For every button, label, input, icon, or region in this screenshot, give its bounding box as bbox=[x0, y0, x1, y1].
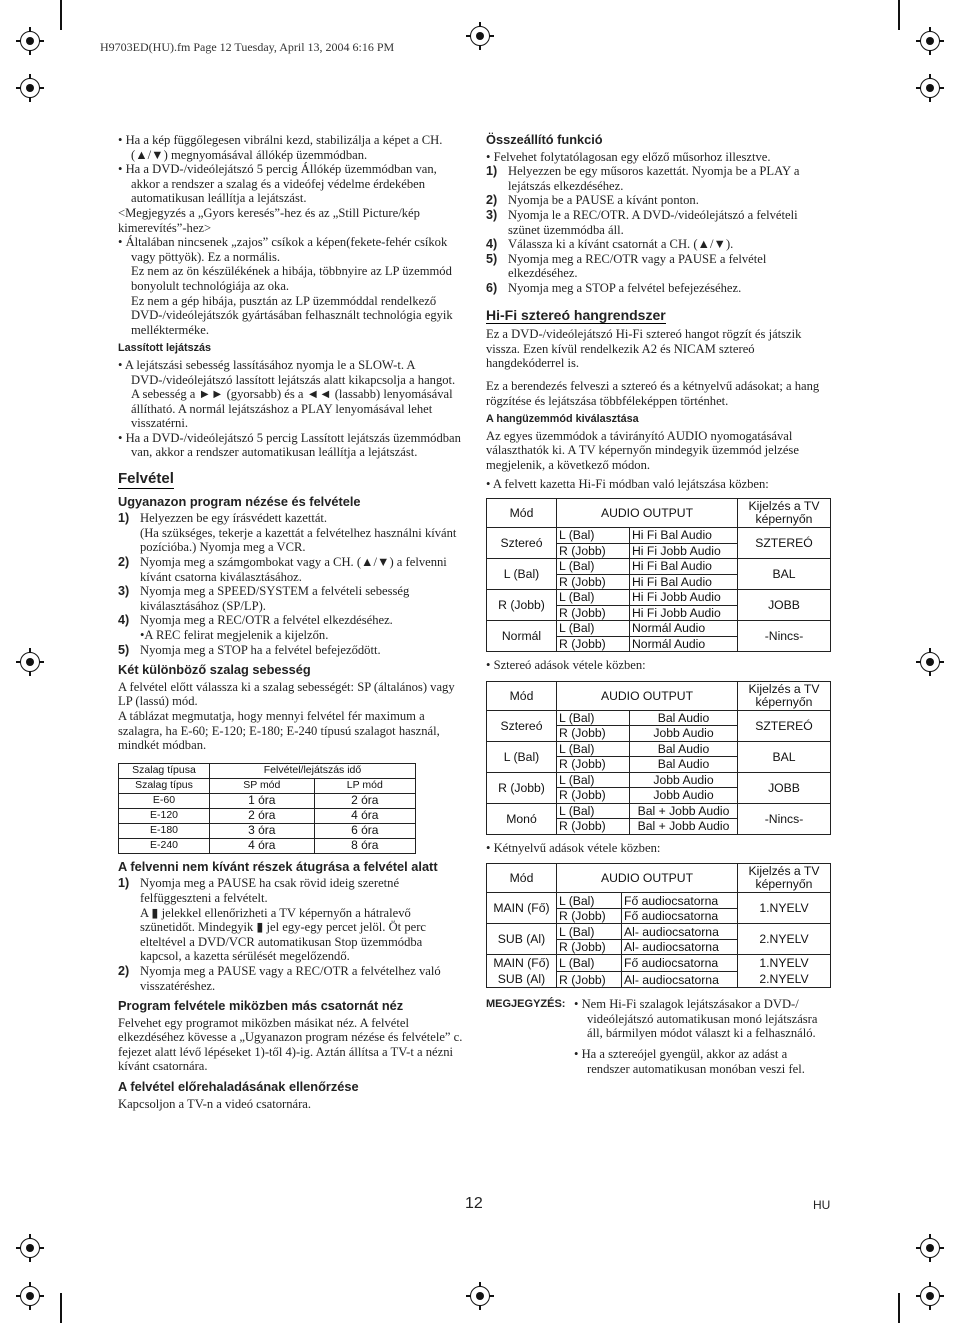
check-heading: A felvétel előrehaladásának ellenőrzése bbox=[118, 1079, 359, 1095]
skip-step-1: 1) Nyomja meg a PAUSE ha csak rövid ideig szeretné felfüggeszteni a felvételt. bbox=[118, 876, 400, 905]
hifi-text-2: Ez a berendezés felveszi a sztereó és a kétnyelvű adásokat; a hang rögzítése és lejátszása többféleképpen történhet. bbox=[486, 378, 820, 408]
other-channel-text: Felvehet egy programot miközben másikat néz. A felvétel elkezdéséhez kövesse a „Ugyanazon program nézése és felvétele” c. fejezet alatt lévő lépéseket 1)-től 4)-ig. Aztán állítsa a TV-t a nézni kívánt csatornára. bbox=[118, 1015, 463, 1074]
rec-step-5: 5) Nyomja meg a STOP ha a felvétel befejeződött. bbox=[118, 642, 381, 657]
note-block bbox=[486, 997, 831, 1076]
hifi-playback-table: Mód AUDIO OUTPUT Kijelzés a TV képernyőn Sztereó L (Bal) Hi Fi Bal Audio SZTEREÓ R (Jobb) Hi Fi Jobb Audio L (Bal) L (Bal) Hi Fi Bal Audio BAL R (Jobb) Hi Fi Bal Audio R (Jobb) L (Bal) Hi Fi Jobb Audio JOBB R (Jobb) Hi Fi Jobb Audio Normál L (Bal) Normál Audio -Nincs- R (Jobb) Normál Audio bbox=[486, 498, 831, 652]
table-row: Monó L (Bal) Bal + Jobb Audio -Nincs- bbox=[487, 803, 831, 819]
table3-caption: • Kétnyelvű adások vétele közben: bbox=[486, 840, 661, 855]
registration-mark-icon bbox=[916, 27, 944, 55]
crop-mark bbox=[60, 0, 62, 30]
table-header: Felvétel/lejátszás idő bbox=[210, 763, 416, 778]
bilingual-broadcast-table: Mód AUDIO OUTPUT Kijelzés a TV képernyőn MAIN (Fő) L (Bal) Fő audiocsatorna 1.NYELV R (Jobb) Fő audiocsatorna SUB (Al) L (Bal) Al- audiocsatorna 2.NYELV R (Jobb) Al- audiocsatorna MAIN (Fő) SUB (Al) L (Bal) Fő audiocsatorna 1.NYELV 2.NYELV R (Jobb) Al- audiocsatorna bbox=[486, 863, 831, 988]
assemble-step-3: 3) Nyomja le a REC/OTR. A DVD-/videólejátszó a felvételi szünet üzemmódba áll. bbox=[486, 207, 798, 237]
rec-step-2: 2) Nyomja meg a számgombokat vagy a CH. (▲/▼) a felvenni kívánt csatorna kiválasztásához. bbox=[118, 555, 447, 584]
table-row: MAIN (Fő) L (Bal) Fő audiocsatorna 1.NYELV bbox=[487, 893, 831, 909]
recording-heading: Felvétel bbox=[118, 470, 174, 488]
rec-step-4-note: •A REC felirat megjelenik a kijelzőn. bbox=[140, 628, 329, 642]
right-column bbox=[486, 133, 831, 1076]
watch-record-heading: Ugyanazon program nézése és felvétele bbox=[118, 493, 361, 509]
table-row: SUB (Al) L (Bal) Al- audiocsatorna 2.NYELV bbox=[487, 924, 831, 940]
registration-mark-icon bbox=[466, 22, 494, 50]
assemble-step-1: 1) Helyezzen be egy műsoros kazettát. Nyomja be a PLAY a lejátszás elkezdéséhez. bbox=[486, 164, 800, 193]
table2-caption: • Sztereó adások vétele közben: bbox=[486, 658, 646, 673]
language-code: HU bbox=[813, 1198, 831, 1212]
sound-mode-heading: A hangüzemmód kiválasztása bbox=[486, 413, 639, 426]
note-search: <Megjegyzés a „Gyors keresés”-hez és az „Still Picture/kép kimerevítés”-hez> bbox=[118, 205, 420, 235]
slow-heading: Lassított lejátszás bbox=[118, 342, 212, 355]
tape-speed-heading: Két különböző szalag sebesség bbox=[118, 662, 311, 678]
check-text: Kapcsoljon a TV-n a videó csatornára. bbox=[118, 1096, 312, 1111]
registration-mark-icon bbox=[16, 648, 44, 676]
table-row: R (Jobb) L (Bal) Hi Fi Jobb Audio JOBB bbox=[487, 590, 831, 606]
note-item-1: • Nem Hi-Fi szalagok lejátszásakor a DVD-/ videólejátszó automatikusan monó lejátszásra áll, bármilyen módot választ ki a felhasználó. bbox=[574, 997, 818, 1041]
crop-mark bbox=[898, 0, 900, 30]
registration-mark-icon bbox=[466, 1282, 494, 1310]
table-row: R (Jobb) L (Bal) Jobb Audio JOBB bbox=[487, 772, 831, 788]
table-row: E-180 3 óra 6 óra bbox=[119, 823, 416, 838]
registration-mark-icon bbox=[916, 648, 944, 676]
bullet-slow: • A lejátszási sebesség lassításához nyomja le a SLOW-t. A DVD-/videólejátszó lassított lejátszás alatt kikapcsolja a hangot. A sebesség a ►► (gyorsabb) és a ◄◄ (lassabb) lenyomásával állítható. A normál lejátszáshoz a PLAY lenyomásával lehet visszatérni. bbox=[118, 357, 456, 431]
rec-step-3: 3) Nyomja meg a SPEED/SYSTEM a felvételi sebesség kiválasztásához (SP/LP). bbox=[118, 584, 410, 613]
note-lp-1: Ez nem az ön készülékének a hibája, többnyire az LP üzemmód bonyolult technológiája az oka. bbox=[131, 264, 452, 293]
table-row: E-240 4 óra 8 óra bbox=[119, 838, 416, 853]
bullet-still-stop: • Ha a DVD-/videólejátszó 5 percig Állókép üzemmódban van, akkor a rendszer a szalag és a videófej védelme érdekében automatikusan leállítja a lejátszást. bbox=[118, 162, 437, 206]
rec-step-4: 4) Nyomja meg a REC/OTR a felvétel elkezdéséhez. bbox=[118, 613, 393, 628]
skip-step-1-note: A ▮ jelekkel ellenőrizheti a TV képernyőn a hátralevő szünetidőt. Mindegyik ▮ jel egy-egy percet jelöl. Öt perc elteltével a DVD/VCR automatikusan Stop üzemmódba kapcsol, a kazetta sérülését megelőzendő. bbox=[140, 905, 427, 964]
skip-step-2: 2) Nyomja meg a PAUSE vagy a REC/OTR a felvételhez való visszatéréshez. bbox=[118, 963, 441, 993]
table1-caption: • A felvett kazetta Hi-Fi módban való lejátszása közben: bbox=[486, 477, 769, 492]
tape-speed-text-1: A felvétel előtt válassza ki a szalag sebességét: SP (általános) vagy LP (lassú) mód. bbox=[118, 679, 455, 709]
table-row: E-60 1 óra 2 óra bbox=[119, 793, 416, 808]
tape-speed-text-2: A táblázat megmutatja, hogy mennyi felvétel fér maximum a szalagra, ha E-60; E-120; E-180; E-240 típusú szalagot használ, mindkét módban. bbox=[118, 708, 440, 753]
table-row: Sztereó L (Bal) Hi Fi Bal Audio SZTEREÓ bbox=[487, 528, 831, 544]
table-header: Szalag típusa bbox=[119, 763, 210, 778]
assemble-step-4: 4) Válassza ki a kívánt csatornát a CH. (▲/▼). bbox=[486, 237, 734, 252]
note-lp-2: Ez nem a gép hibája, pusztán az LP üzemmóddal rendelkező DVD-/videólejátszók gyártásában felhasznált technológia egyik mellékterméke. bbox=[131, 293, 453, 337]
assemble-heading: Összeállító funkció bbox=[486, 132, 603, 147]
table-header: LP mód bbox=[314, 778, 415, 793]
table-row: Sztereó L (Bal) Bal Audio SZTEREÓ bbox=[487, 710, 831, 726]
registration-mark-icon bbox=[16, 1234, 44, 1262]
note-item-2: • Ha a sztereójel gyengül, akkor az adást a rendszer automatikusan monóban veszi fel. bbox=[574, 1047, 805, 1076]
registration-mark-icon bbox=[916, 1234, 944, 1262]
rec-step-1: 1) Helyezzen be egy írásvédett kazettát. bbox=[118, 511, 328, 526]
left-column bbox=[118, 133, 463, 1111]
assemble-step-5: 5) Nyomja meg a REC/OTR vagy a PAUSE a felvétel elkezdéséhez. bbox=[486, 251, 767, 281]
assemble-bullet: • Felvehet folytatólagosan egy előző műsorhoz illesztve. bbox=[486, 149, 771, 164]
registration-mark-icon bbox=[916, 1282, 944, 1310]
registration-mark-icon bbox=[16, 27, 44, 55]
table-row: L (Bal) L (Bal) Hi Fi Bal Audio BAL bbox=[487, 559, 831, 575]
assemble-step-6: 6) Nyomja meg a STOP a felvétel befejezéséhez. bbox=[486, 280, 742, 295]
tape-time-table bbox=[118, 763, 416, 854]
crop-mark bbox=[898, 1293, 900, 1323]
bullet-noise: • Általában nincsenek „zajos” csíkok a képen(fekete-fehér csíkok vagy pöttyök). Ez a normális. bbox=[118, 235, 448, 264]
table-row: E-120 2 óra 4 óra bbox=[119, 808, 416, 823]
skip-heading: A felvenni nem kívánt részek átugrása a felvétel alatt bbox=[118, 858, 438, 874]
other-channel-heading: Program felvétele miközben más csatornát néz bbox=[118, 998, 404, 1014]
page-number: 12 bbox=[465, 1195, 483, 1212]
table-row: MAIN (Fő) SUB (Al) L (Bal) Fő audiocsatorna 1.NYELV 2.NYELV bbox=[487, 955, 831, 972]
hifi-heading: Hi-Fi sztereó hangrendszer bbox=[486, 306, 666, 323]
crop-mark bbox=[60, 1293, 62, 1323]
sound-mode-text: Az egyes üzemmódok a távirányító AUDIO nyomogatásával választhatók ki. A TV képernyőn mindegyik üzemmód jelzése megjelenik, a következő módon. bbox=[486, 428, 799, 472]
table-row: L (Bal) L (Bal) Bal Audio BAL bbox=[487, 741, 831, 757]
registration-mark-icon bbox=[16, 74, 44, 102]
assemble-step-2: 2) Nyomja be a PAUSE a kívánt ponton. bbox=[486, 193, 699, 208]
stereo-broadcast-table: Mód AUDIO OUTPUT Kijelzés a TV képernyőn Sztereó L (Bal) Bal Audio SZTEREÓ R (Jobb) Jobb Audio L (Bal) L (Bal) Bal Audio BAL R (Jobb) Bal Audio R (Jobb) L (Bal) Jobb Audio JOBB R (Jobb) Jobb Audio Monó L (Bal) Bal + Jobb Audio -Nincs- R (Jobb) Bal + Jobb Audio bbox=[486, 681, 831, 835]
registration-mark-icon bbox=[16, 1282, 44, 1310]
print-header: H9703ED(HU).fm Page 12 Tuesday, April 13, 2004 6:16 PM bbox=[100, 40, 395, 54]
hifi-text-1: Ez a DVD-/videólejátszó Hi-Fi sztereó hangot rögzít és játszik vissza. Ezen kívül rendelkezik A2 és NICAM sztereó hangdekóderrel is. bbox=[486, 327, 802, 371]
registration-mark-icon bbox=[916, 74, 944, 102]
bullet-slow-stop: • Ha a DVD-/videólejátszó 5 percig Lassított lejátszás üzemmódban van, akkor a rendszer automatikusan leállítja a lejátszást. bbox=[118, 430, 461, 460]
note-label: MEGJEGYZÉS: bbox=[486, 998, 566, 1011]
table-row: Normál L (Bal) Normál Audio -Nincs- bbox=[487, 621, 831, 637]
table-header: Szalag típus bbox=[119, 778, 210, 793]
bullet-stabilize: • Ha a kép függőlegesen vibrálni kezd, stabilizálja a képet a CH. (▲/▼) megnyomásával állókép üzemmódban. bbox=[118, 133, 443, 162]
rec-step-1-note: (Ha szükséges, tekerje a kazettát a felvételhez használni kívánt pozícióba.) Nyomja meg a VCR. bbox=[140, 525, 457, 555]
table-header: SP mód bbox=[210, 778, 315, 793]
